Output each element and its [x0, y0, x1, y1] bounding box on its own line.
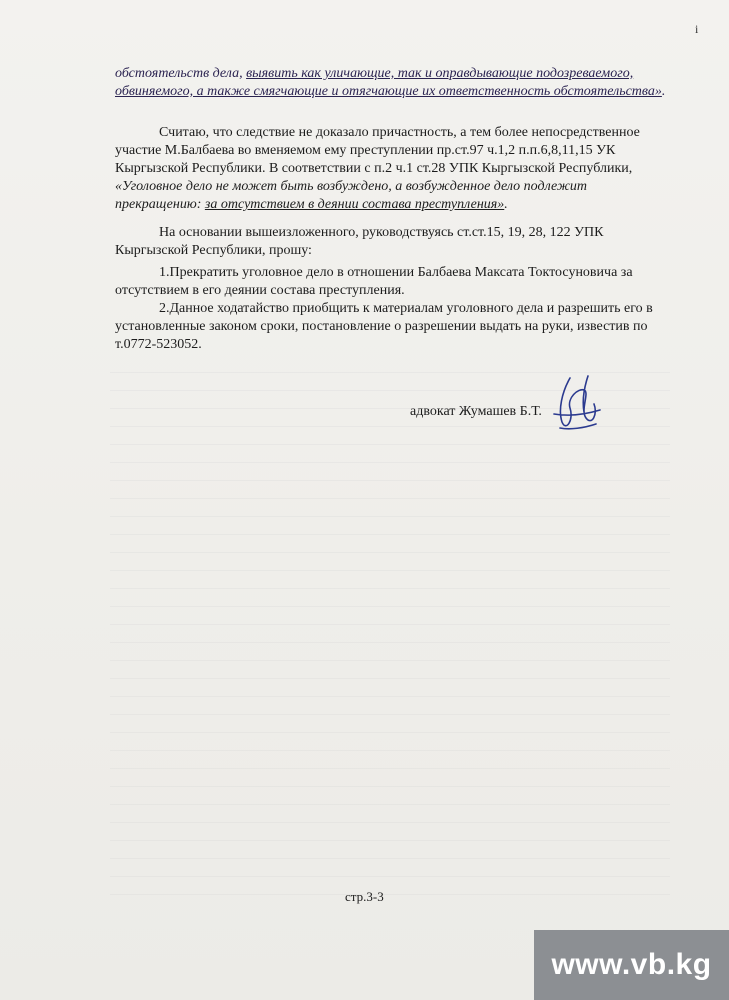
signature-name: адвокат Жумашев Б.Т. [410, 404, 542, 419]
corner-mark: i [695, 22, 699, 36]
intro-paragraph [115, 65, 675, 101]
quote-end: . [504, 197, 508, 212]
page-number: стр.3-3 [345, 889, 384, 904]
quote-underlined: за отсутствием в деянии состава преступления» [204, 197, 505, 212]
request-item-1: 1.Прекратить уголовное дело в отношении Балбаева Максата Токтосуновича за отсутствием в его деянии состава преступления. [115, 265, 633, 298]
intro-underlined: выявить как уличающие, так и оправдывающие подозреваемого, обвиняемого, а также смягчающие и отягчающие их ответственность обстоятельства» [115, 66, 662, 99]
intro-end: . [661, 84, 666, 99]
site-watermark: www.vb.kg [534, 930, 729, 1000]
quote-lead: «Уголовное дело не может быть возбуждено, а возбужденное дело подлежит прекращению: [115, 179, 588, 212]
conclusion-text: Считаю, что следствие не доказало причастность, а тем более непосредственное участие М.Балбаева во вменяемом ему преступлении пр.ст.97 ч.1,2 п.п.6,8,11,15 УК Кыргызской Республики. В соответствии с п.2 ч.1 ст.28 УПК Кыргызской Республики, [115, 125, 640, 176]
conclusion-paragraph [115, 124, 675, 214]
request-item-2: 2.Данное ходатайство приобщить к материалам уголовного дела и разрешить его в установленные законом сроки, постановление о разрешении выдать на руки, известив по т.0772-523052. [115, 301, 653, 352]
intro-lead: обстоятельств дела, [115, 66, 247, 81]
handwritten-signature [540, 370, 610, 440]
basis-paragraph: На основании вышеизложенного, руководствуясь ст.ст.15, 19, 28, 122 УПК Кыргызской Республики, прошу: [115, 225, 604, 258]
